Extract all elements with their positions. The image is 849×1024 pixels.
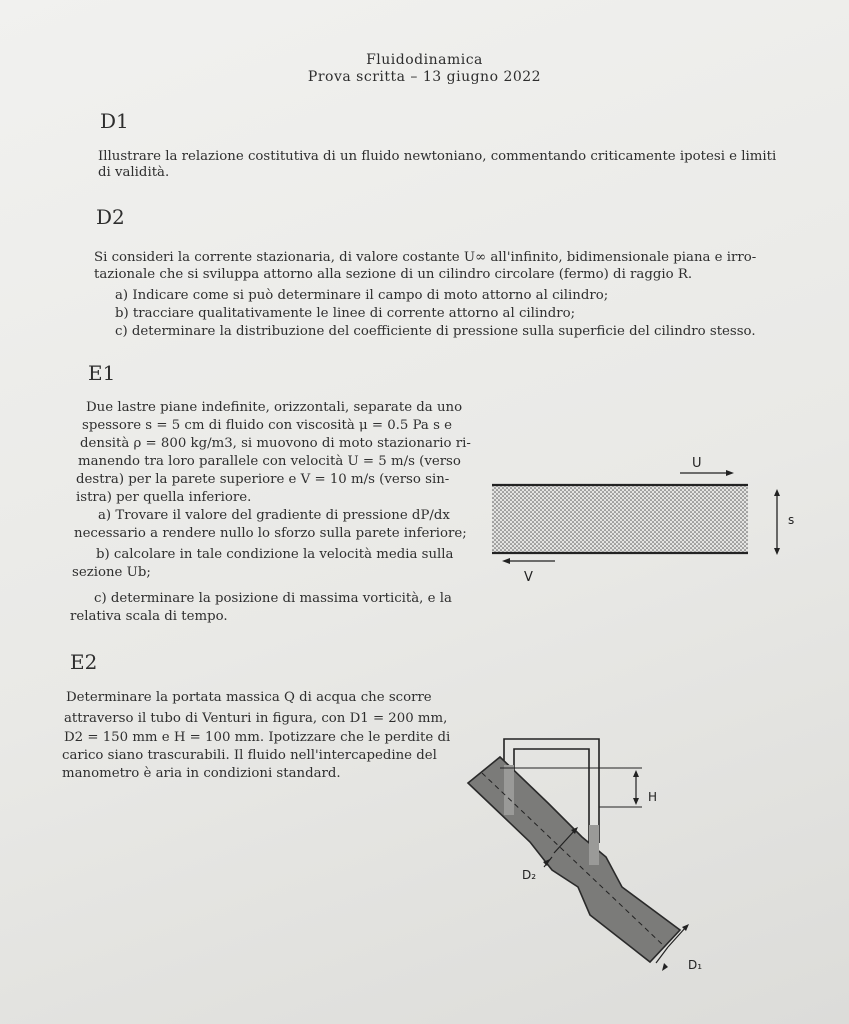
e1-line-4: manendo tra loro parallele con velocità U = 5 m/s (verso: [78, 454, 461, 469]
exam-subtitle: Prova scritta – 13 giugno 2022: [307, 69, 542, 85]
fluid-layer: [492, 485, 748, 553]
d1-line-2: di validità.: [98, 165, 170, 180]
h-arrow-down-icon: [633, 798, 639, 805]
e1-line-12: relativa scala di tempo.: [70, 609, 228, 624]
label-d2: D₂: [522, 868, 537, 882]
d2-item-b: b) tracciare qualitativamente le linee di corrente attorno al cilindro;: [115, 306, 576, 321]
label-h: H: [648, 790, 658, 804]
e2-line-4: carico siano trascurabili. Il fluido nell'intercapedine del: [62, 748, 437, 763]
e1-plates-figure: [480, 445, 810, 590]
section-title-e1: E1: [88, 361, 116, 385]
label-v: V: [524, 570, 533, 585]
e1-line-1: Due lastre piane indefinite, orizzontali, separate da uno: [86, 400, 463, 415]
s-arrow-down-icon: [774, 548, 780, 555]
e1-line-2: spessore s = 5 cm di fluido con viscosità μ = 0.5 Pa s e: [82, 418, 453, 433]
e2-line-1: Determinare la portata massica Q di acqua che scorre: [66, 690, 432, 705]
e1-line-5: destra) per la parete superiore e V = 10 m/s (verso sin-: [76, 472, 450, 487]
e2-line-5: manometro è aria in condizioni standard.: [62, 766, 341, 781]
v-arrowhead-icon: [502, 558, 510, 564]
label-d1: D₁: [688, 958, 703, 972]
e1-line-10: sezione Ub;: [72, 565, 151, 580]
e2-line-3: D2 = 150 mm e H = 100 mm. Ipotizzare che le perdite di: [64, 730, 451, 745]
e1-item-b: b) calcolare in tale condizione la velocità media sulla: [96, 547, 454, 562]
e2-line-2: attraverso il tubo di Venturi in figura, con D1 = 200 mm,: [64, 711, 448, 726]
venturi-figure: [460, 725, 730, 985]
section-title-d1: D1: [100, 109, 129, 133]
e1-line-3: densità ρ = 800 kg/m3, si muovono di moto stazionario ri-: [80, 436, 471, 451]
d2-line-2: tazionale che si sviluppa attorno alla sezione di un cilindro circolare (fermo) di raggio R.: [94, 267, 693, 282]
label-u: U: [692, 456, 702, 471]
manometer-leg-right: [589, 825, 599, 865]
section-title-e2: E2: [70, 650, 98, 674]
manometer-leg-left: [504, 765, 514, 815]
e1-item-a: a) Trovare il valore del gradiente di pressione dP/dx: [98, 508, 450, 523]
d2-item-c: c) determinare la distribuzione del coefficiente di pressione sulla superficie del cilindro stesso.: [115, 324, 756, 339]
course-title: Fluidodinamica: [366, 52, 483, 68]
section-title-d2: D2: [96, 205, 125, 229]
d2-item-a: a) Indicare come si può determinare il campo di moto attorno al cilindro;: [115, 288, 609, 303]
d1-line-1: Illustrare la relazione costitutiva di un fluido newtoniano, commentando criticamente ipotesi e limiti: [98, 149, 777, 164]
s-arrow-up-icon: [774, 489, 780, 496]
d2-line-1: Si consideri la corrente stazionaria, di valore costante U∞ all'infinito, bidimensionale piana e irro-: [94, 250, 757, 265]
e1-line-6: istra) per quella inferiore.: [76, 490, 252, 505]
e1-line-8: necessario a rendere nullo lo sforzo sulla parete inferiore;: [74, 526, 467, 541]
h-arrow-up-icon: [633, 770, 639, 777]
label-s: s: [788, 513, 795, 527]
e1-item-c: c) determinare la posizione di massima vorticità, e la: [94, 591, 452, 606]
u-arrowhead-icon: [726, 470, 734, 476]
d1-arrow-down-icon: [662, 963, 668, 971]
